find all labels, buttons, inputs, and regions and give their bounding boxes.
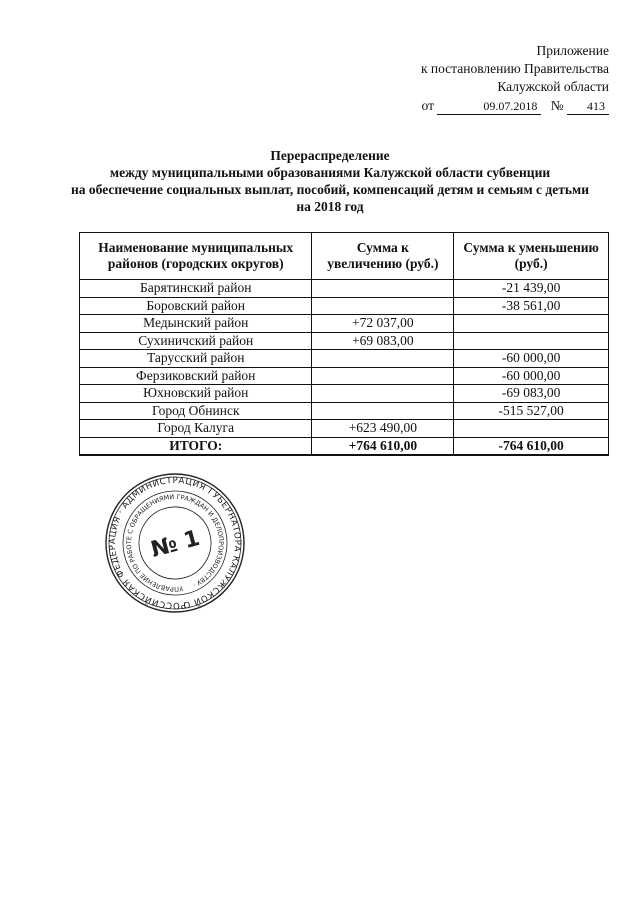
cell-municipality: Сухиничский район (80, 332, 312, 350)
cell-decrease: -21 439,00 (454, 280, 609, 298)
cell-increase: +72 037,00 (312, 315, 454, 333)
header-decrease: Сумма к уменьшению (руб.) (454, 233, 609, 280)
title-line-1: Перераспределение (270, 148, 390, 163)
svg-text:РОССИЙСКАЯ ФЕДЕРАЦИЯ · АДМИНИС: РОССИЙСКАЯ ФЕДЕРАЦИЯ · АДМИНИСТРАЦИЯ ГУБЕРНАТОРА КАЛУЖСКОЙ ОБЛАСТИ (107, 475, 243, 611)
cell-total-decrease: -764 610,00 (454, 437, 609, 455)
cell-decrease: -60 000,00 (454, 367, 609, 385)
title-line-4: на 2018 год (296, 199, 364, 214)
table-row (80, 332, 609, 350)
table-row (80, 297, 609, 315)
cell-increase (312, 402, 454, 420)
header-municipality: Наименование муниципальных районов (городских округов) (80, 233, 312, 280)
from-label: от (421, 98, 434, 113)
cell-decrease: -69 083,00 (454, 385, 609, 403)
cell-municipality: Медынский район (80, 315, 312, 333)
cell-total-increase: +764 610,00 (312, 437, 454, 455)
table-row (80, 420, 609, 438)
table-row (80, 367, 609, 385)
cell-increase (312, 350, 454, 368)
table-row (80, 402, 609, 420)
cell-decrease (454, 420, 609, 438)
svg-text:№ 1: № 1 (148, 525, 203, 563)
cell-decrease: -60 000,00 (454, 350, 609, 368)
cell-municipality: Тарусский район (80, 350, 312, 368)
appendix-region: Калужской области (497, 79, 609, 94)
title-line-2: между муниципальными образованиями Калужской области субвенции (109, 165, 551, 180)
cell-total-label: ИТОГО: (80, 437, 312, 455)
cell-municipality: Юхновский район (80, 385, 312, 403)
appendix-date-line (421, 97, 609, 115)
appendix-label: Приложение (536, 43, 609, 58)
title-line-3: на обеспечение социальных выплат, пособий, компенсаций детям и семьям с детьми (71, 182, 589, 197)
cell-decrease: -515 527,00 (454, 402, 609, 420)
document-title (60, 147, 600, 215)
cell-increase (312, 297, 454, 315)
table-header-row (80, 233, 609, 280)
cell-municipality: Город Обнинск (80, 402, 312, 420)
cell-increase (312, 385, 454, 403)
table-row (80, 350, 609, 368)
cell-increase: +69 083,00 (312, 332, 454, 350)
table-row (80, 315, 609, 333)
cell-decrease: -38 561,00 (454, 297, 609, 315)
appendix-resolution: к постановлению Правительства (420, 61, 609, 76)
total-row (80, 437, 609, 455)
appendix-block (421, 42, 609, 115)
resolution-date: 09.07.2018 (437, 98, 541, 115)
resolution-number: 413 (567, 98, 609, 115)
svg-text:УПРАВЛЕНИЕ ПО РАБОТЕ С ОБРАЩЕН: УПРАВЛЕНИЕ ПО РАБОТЕ С ОБРАЩЕНИЯМИ ГРАЖДАН И ДЕЛОПРОИЗВОДСТВУ · (124, 492, 226, 594)
number-label: № (550, 98, 564, 113)
cell-decrease (454, 332, 609, 350)
official-seal (104, 472, 246, 614)
redistribution-table (79, 232, 609, 456)
table-row (80, 385, 609, 403)
cell-municipality: Город Калуга (80, 420, 312, 438)
cell-decrease (454, 315, 609, 333)
cell-municipality: Барятинский район (80, 280, 312, 298)
cell-increase (312, 367, 454, 385)
cell-increase (312, 280, 454, 298)
table-row (80, 280, 609, 298)
header-increase: Сумма к увеличению (руб.) (312, 233, 454, 280)
cell-municipality: Ферзиковский район (80, 367, 312, 385)
cell-increase: +623 490,00 (312, 420, 454, 438)
cell-municipality: Боровский район (80, 297, 312, 315)
